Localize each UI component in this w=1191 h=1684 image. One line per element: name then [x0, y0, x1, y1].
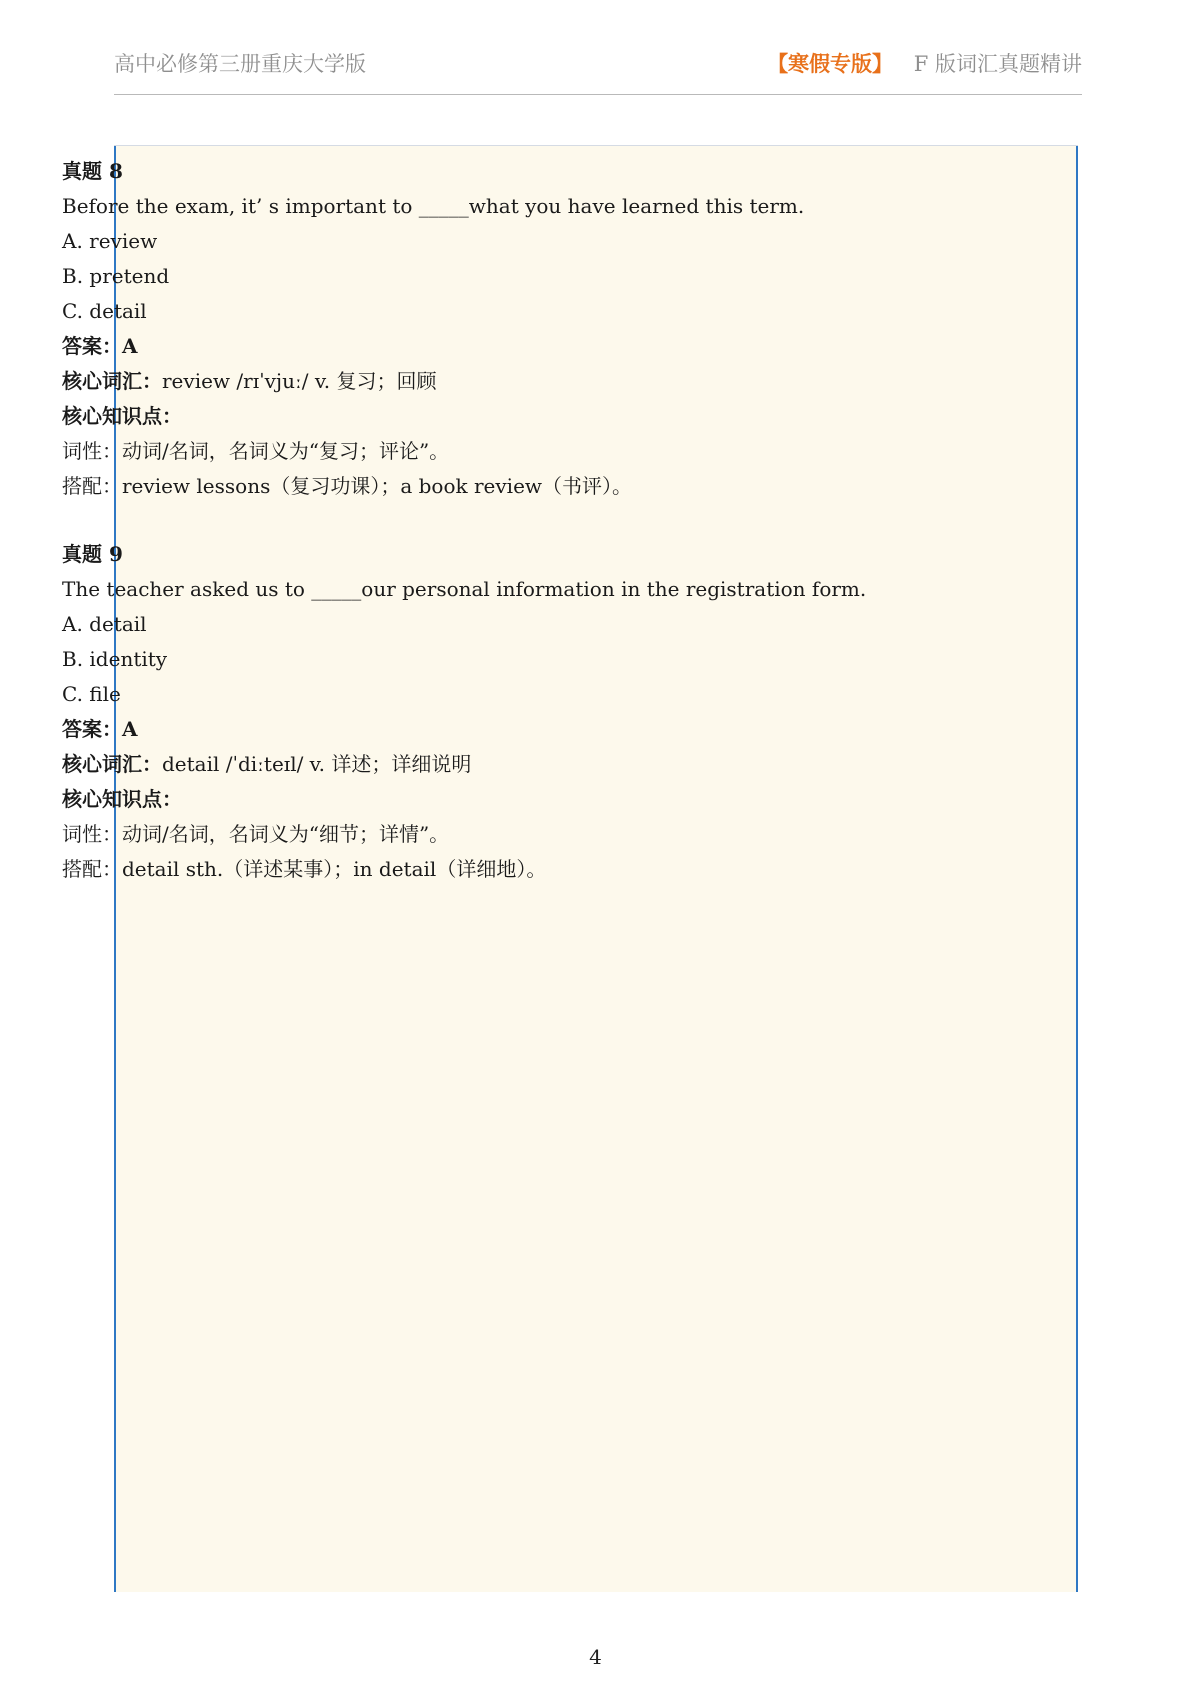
question-title: 真题 8	[62, 159, 123, 183]
edition-tag: 【寒假专版】	[767, 51, 894, 76]
question-heading	[62, 155, 123, 187]
option-b: B. pretend	[62, 264, 170, 288]
point-2: 搭配：detail sth.（详述某事）；in detail（详细地）。	[62, 857, 547, 881]
points-label: 核心知识点：	[62, 787, 182, 811]
page-number: 4	[589, 1645, 602, 1669]
vocab-line	[62, 365, 436, 397]
panel-top-border	[114, 145, 1078, 146]
option-a: A. detail	[62, 612, 147, 636]
question-title: 真题 9	[62, 542, 123, 566]
vocab-text: detail /ˈdiːteɪl/ v. 详述；详细说明	[162, 752, 472, 776]
point-2: 搭配：review lessons（复习功课）；a book review（书评）。	[62, 474, 633, 498]
header-right	[767, 48, 1082, 78]
point-1: 词性：动词/名词，名词义为“细节；详情”。	[62, 822, 450, 846]
vocab-label: 核心词汇：	[62, 369, 162, 393]
vocab-text: review /rɪˈvjuː/ v. 复习；回顾	[162, 369, 437, 393]
vocab-label: 核心词汇：	[62, 752, 162, 776]
answer-label: 答案：	[62, 334, 122, 358]
option-c: C. file	[62, 682, 121, 706]
point-1: 词性：动词/名词，名词义为“复习；评论”。	[62, 439, 450, 463]
option-c: C. detail	[62, 299, 147, 323]
book-title: 高中必修第三册重庆大学版	[114, 52, 366, 76]
question-heading	[62, 538, 123, 570]
vocab-line	[62, 748, 471, 780]
answer-value: A	[122, 334, 138, 358]
answer-line	[62, 713, 138, 745]
option-a: A. review	[62, 229, 158, 253]
answer-label: 答案：	[62, 717, 122, 741]
answer-value: A	[122, 717, 138, 741]
question-stem: Before the exam, it’ s important to _____what you have learned this term.	[62, 194, 805, 218]
option-b: B. identity	[62, 647, 168, 671]
section-title: F 版词汇真题精讲	[913, 52, 1082, 76]
page-header	[114, 44, 1082, 95]
question-stem: The teacher asked us to _____our personal information in the registration form.	[62, 577, 867, 601]
answer-line	[62, 330, 138, 362]
points-label: 核心知识点：	[62, 404, 182, 428]
